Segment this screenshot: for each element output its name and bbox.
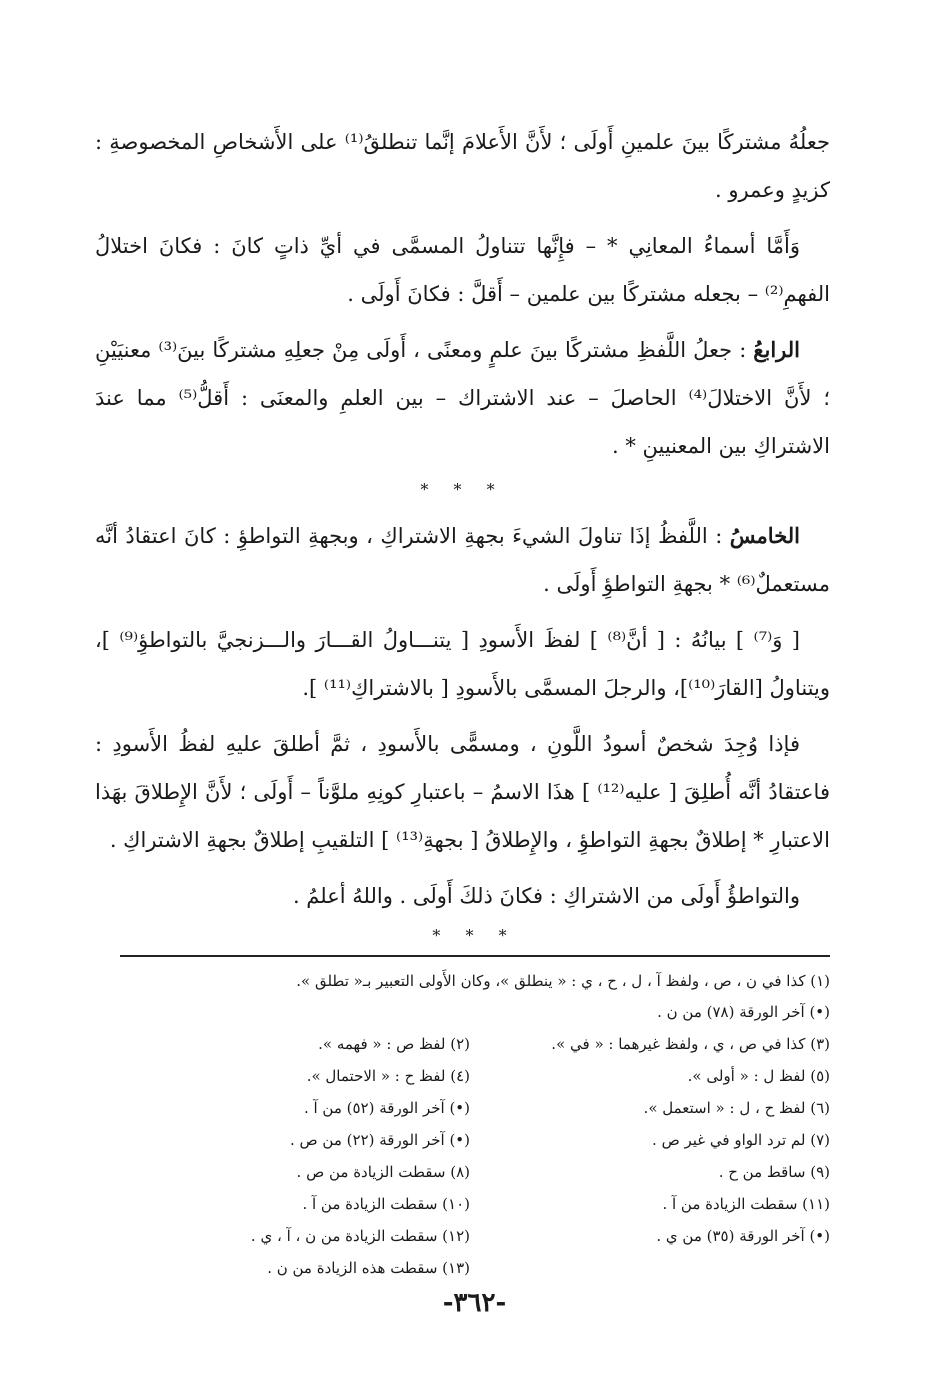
footnote: (٩) ساقط من ح . bbox=[718, 1163, 830, 1181]
footnote-grid bbox=[130, 996, 830, 1284]
page-number: -٣٦٢- bbox=[442, 1288, 507, 1318]
footnote: (٢) لفظ ص : « فهمه ». bbox=[318, 1035, 470, 1053]
main-text bbox=[95, 118, 830, 920]
footnote: (•) آخر الورقة (٥٢) من آ . bbox=[303, 1099, 470, 1117]
paragraph bbox=[95, 326, 830, 470]
paragraph-text: : اللَّفظُ إذَا تناولَ الشيءَ بجهةِ الاشتراكِ ، وبجهةِ التواطؤِ : كانَ اعتقادُ أنَّه مستعملٌ⁽⁶⁾ * بجهةِ التواطؤِ أَولَى . bbox=[95, 524, 830, 596]
paragraph-text: وَأَمَّا أسماءُ المعانِي * – فإِنَّها تتناولُ المسمَّى في أيِّ ذاتٍ كانَ : فكانَ اختلالُ الفهمِ⁽²⁾ – بجعله مشتركًا بين علمين – أَقلَّ : فكانَ أَولَى . bbox=[95, 234, 830, 306]
paragraph bbox=[95, 872, 830, 920]
footnote: (٧) لم ترد الواو في غير ص . bbox=[652, 1131, 830, 1149]
footnote bbox=[490, 1252, 830, 1284]
footnotes bbox=[130, 966, 830, 1284]
end-divider: * * * bbox=[432, 926, 517, 945]
footnote: (٨) سقطت الزيادة من ص . bbox=[296, 1163, 470, 1181]
footnote: (•) آخر الورقة (٢٢) من ص . bbox=[289, 1131, 470, 1149]
paragraph-text: جعلُهُ مشتركًا بينَ علمينِ أَولَى ؛ لأَنَّ الأَعلامَ إنَّما تنطلقُ⁽¹⁾ على الأَشخاصِ المخصوصةِ : كزيدٍ وعمرو . bbox=[95, 130, 830, 202]
footnote: (٦) لفظ ح ، ل : « استعمل ». bbox=[643, 1099, 830, 1117]
footnote: (•) آخر الورقة (٧٨) من ن . bbox=[657, 1003, 830, 1021]
paragraph-text: : جعلُ اللَّفظِ مشتركًا بينَ علمٍ ومعنًى ، أَولَى مِنْ جعلِهِ مشتركًا بينَ⁽³⁾ معنيَيْنِ ؛ لأَنَّ الاختلالَ⁽⁴⁾ الحاصلَ – عند الاشتراك – بين العلمِ والمعنَى : أَقلُّ⁽⁵⁾ مما عندَ الاشتراكِ بين المعنيينِ * . bbox=[95, 338, 831, 458]
paragraph-text: فإذا وُجِدَ شخصٌ أسودُ اللَّونِ ، ومسمًّى بالأَسودِ ، ثمَّ أطلقَ عليهِ لفظُ الأَسودِ : فاعتقادُ أنَّه أُطلِقَ [ عليه⁽¹²⁾ ] هذَا الاسمُ – باعتبارِ كونِهِ ملوَّناً – أَولَى ؛ لأَنَّ الإِطلاقَ بهَذا الاعتبارِ * إطلاقٌ بجهةِ التواطؤِ ، والإِطلاقُ [ بجهةِ⁽¹³⁾ ] التلقيبِ إطلاقٌ بجهةِ الاشتراكِ . bbox=[95, 732, 830, 852]
footnote-separator bbox=[120, 955, 830, 957]
paragraph bbox=[95, 512, 830, 608]
footnote: (٥) لفظ ل : « أولى ». bbox=[687, 1067, 830, 1085]
footnote bbox=[130, 996, 470, 1028]
paragraph bbox=[95, 720, 830, 864]
paragraph bbox=[95, 118, 830, 214]
section-divider: * * * bbox=[420, 480, 505, 499]
section-lead: الرابعُ bbox=[753, 337, 800, 362]
footnote: (١٢) سقطت الزيادة من ن ، آ ، ي . bbox=[250, 1227, 470, 1245]
footnote: (١٠) سقطت الزيادة من آ . bbox=[302, 1195, 470, 1213]
paragraph bbox=[95, 222, 830, 318]
footnote: (١) كذا في ن ، ص ، ولفظ آ ، ل ، ح ، ي : « ينطلق »، وكان الأَولى التعبير بـ« تطلق ». bbox=[296, 972, 830, 990]
footnote: (٣) كذا في ص ، ي ، ولفظ غيرهما : « في ». bbox=[551, 1035, 830, 1053]
paragraph bbox=[95, 616, 830, 712]
footnote: (٤) لفظ ح : « الاحتمال ». bbox=[306, 1067, 470, 1085]
paragraph-text: [ وَ⁽⁷⁾ ] بيانُهُ : [ أنَّ⁽⁸⁾ ] لفظَ الأَسودِ [ يتنـــاولُ القـــارَ والـــزنجيَّ بالتواطؤِ⁽⁹⁾ ]، ويتناولُ [القارَ⁽¹⁰⁾]، والرجلَ المسمَّى بالأَسودِ [ بالاشتراكِ⁽¹¹⁾ ]. bbox=[95, 628, 830, 700]
footnote: (١١) سقطت الزيادة من آ . bbox=[662, 1195, 830, 1213]
footnote: (١٣) سقطت هذه الزيادة من ن . bbox=[267, 1259, 470, 1277]
paragraph-text: والتواطؤُ أَولَى من الاشتراكِ : فكانَ ذلكَ أَولَى . واللهُ أعلمُ . bbox=[292, 884, 800, 908]
section-lead: الخامسُ bbox=[729, 523, 800, 548]
footnote: (•) آخر الورقة (٣٥) من ي . bbox=[656, 1227, 830, 1245]
